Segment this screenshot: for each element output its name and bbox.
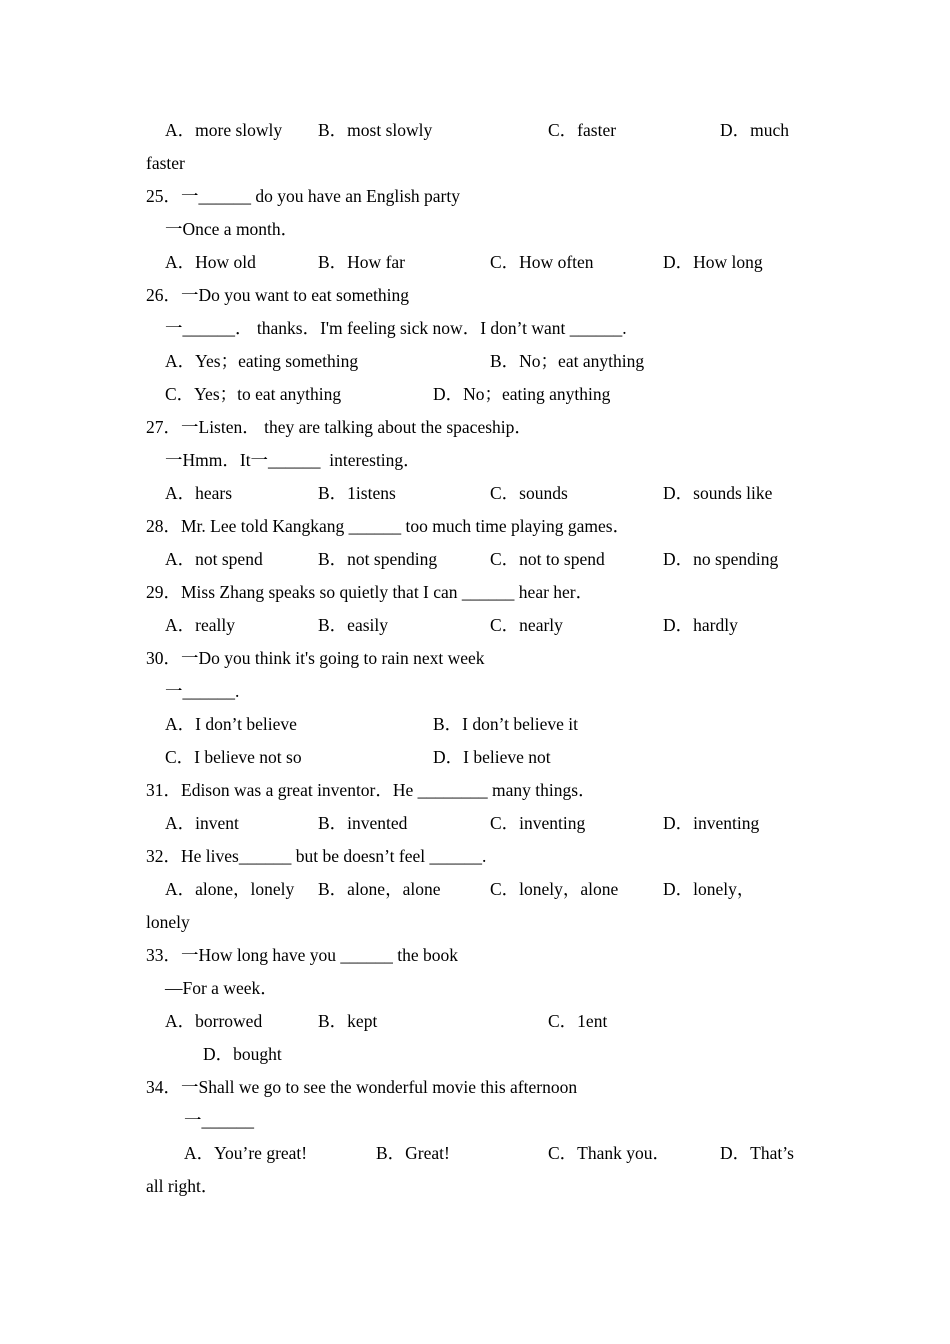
q25-option-b: B．How far [318, 252, 405, 272]
q31-option-a: A．invent [165, 813, 239, 833]
q28-option-d: D．no spending [663, 549, 779, 569]
q24-option-a: A．more slowly [165, 120, 283, 140]
q29-option-a: A．really [165, 615, 235, 635]
q33-option-d: D．bought [203, 1044, 282, 1064]
q28-stem: 28．Mr. Lee told Kangkang ______ too much time playing games． [146, 516, 631, 536]
q34-option-d-wrap: all right． [146, 1176, 219, 1196]
q28-option-c: C．not to spend [490, 549, 605, 569]
q27-option-a: A．hears [165, 483, 233, 503]
q27-stem: 27．一Listen． they are talking about the spaceship． [146, 417, 532, 437]
q27-answer-line: 一Hmm．It一______ interesting． [165, 450, 421, 470]
q34-stem: 34．一Shall we go to see the wonderful movie this afternoon [146, 1077, 578, 1097]
q28-option-b: B．not spending [318, 549, 438, 569]
q31-stem: 31．Edison was a great inventor．He ________ many things． [146, 780, 596, 800]
q24-option-c: C．faster [548, 120, 617, 140]
q34-answer-line: 一______ [184, 1110, 254, 1130]
q26-stem: 26．一Do you want to eat something [146, 285, 409, 305]
q24-option-b: B．most slowly [318, 120, 433, 140]
q32-option-d: D．lonely， [663, 879, 755, 899]
q27-option-b: B．1istens [318, 483, 396, 503]
q30-stem: 30．一Do you think it's going to rain next week [146, 648, 485, 668]
q33-answer-line: —For a week． [165, 978, 278, 998]
q28-option-a: A．not spend [165, 549, 263, 569]
q33-option-b: B．kept [318, 1011, 378, 1031]
q29-option-c: C．nearly [490, 615, 563, 635]
q26-option-a: A．Yes；eating something [165, 351, 359, 371]
q31-option-c: C．inventing [490, 813, 586, 833]
q32-stem: 32．He lives______ but be doesn’t feel ______. [146, 846, 487, 866]
q30-option-d: D．I believe not [433, 747, 551, 767]
q26-answer-line: 一______． thanks．I'm feeling sick now．I don’t want ______. [165, 318, 627, 338]
q31-option-d: D．inventing [663, 813, 760, 833]
q33-stem: 33．一How long have you ______ the book [146, 945, 459, 965]
q26-option-d: D．No；eating anything [433, 384, 611, 404]
q30-answer-line: 一______. [165, 681, 240, 701]
q34-option-a: A．You’re great! [184, 1143, 308, 1163]
q29-option-b: B．easily [318, 615, 388, 635]
q33-option-c: C．1ent [548, 1011, 608, 1031]
q32-option-a: A．alone，lonely [165, 879, 295, 899]
q30-option-b: B．I don’t believe it [433, 714, 578, 734]
q34-option-d: D．That’s [720, 1143, 794, 1163]
q34-option-b: B．Great! [376, 1143, 450, 1163]
q33-option-a: A．borrowed [165, 1011, 263, 1031]
q29-stem: 29．Miss Zhang speaks so quietly that I can ______ hear her． [146, 582, 594, 602]
q31-option-b: B．invented [318, 813, 408, 833]
q24-option-d-wrap: faster [146, 153, 185, 173]
q32-option-b: B．alone，alone [318, 879, 441, 899]
q32-option-d-wrap: lonely [146, 912, 190, 932]
q30-option-c: C．I believe not so [165, 747, 302, 767]
q25-stem: 25．一______ do you have an English party [146, 186, 460, 206]
q34-option-c: C．Thank you． [548, 1143, 671, 1163]
q25-option-c: C．How often [490, 252, 594, 272]
q25-option-d: D．How long [663, 252, 763, 272]
q26-option-b: B．No；eat anything [490, 351, 645, 371]
q32-option-c: C．lonely，alone [490, 879, 619, 899]
q27-option-d: D．sounds like [663, 483, 773, 503]
q24-option-d: D．much [720, 120, 790, 140]
q25-option-a: A．How old [165, 252, 256, 272]
q27-option-c: C．sounds [490, 483, 568, 503]
q26-option-c: C．Yes；to eat anything [165, 384, 342, 404]
q30-option-a: A．I don’t believe [165, 714, 297, 734]
q29-option-d: D．hardly [663, 615, 738, 635]
q25-answer-line: 一Once a month． [165, 219, 299, 239]
